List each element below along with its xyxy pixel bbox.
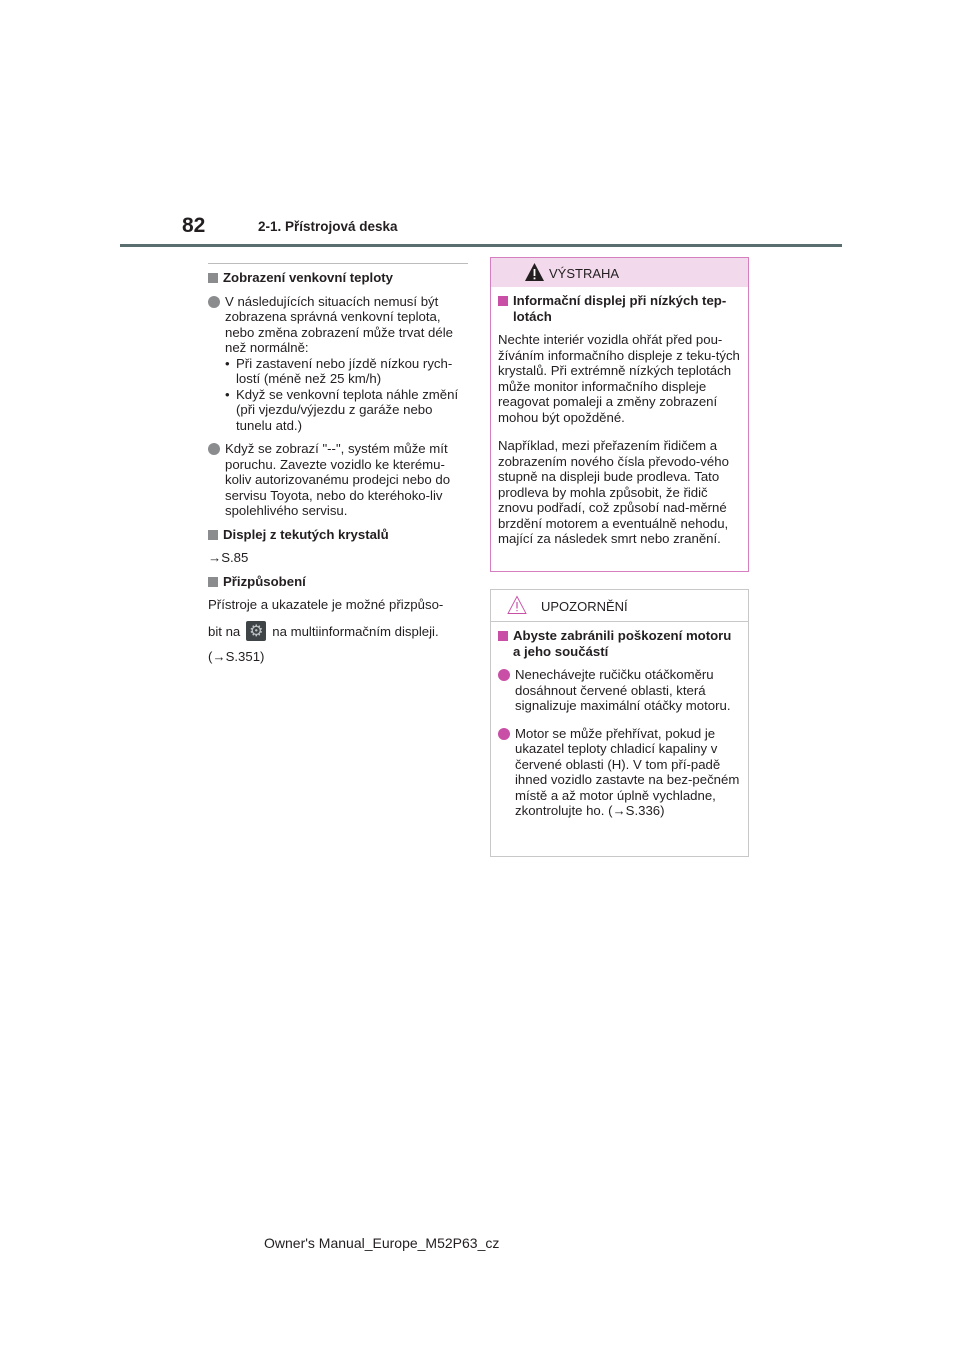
warning-box — [490, 257, 749, 572]
warning-paragraph: Například, mezi přeřazením řidičem a zobrazením nového čísla převodo-vého stupně na displeji bude prodleva. Tato prodleva by mohla způsobit, že řidič znovu podřadí, což způsobí nad-měrné brzdění motorem a eventuálně nehodu, mající za následek smrt nebo zranění. — [498, 438, 729, 546]
customization-line-2 — [208, 621, 468, 641]
page-reference: (→S.351) — [208, 648, 265, 664]
caution-title: UPOZORNĚNÍ — [541, 599, 628, 614]
list-item — [208, 294, 468, 434]
customization-line-1: Přístroje a ukazatele je možné přizpůso- — [208, 597, 444, 612]
sub-list — [225, 356, 468, 434]
caution-body — [491, 622, 748, 819]
page-reference: →S.85 — [208, 550, 249, 565]
caution-icon — [507, 595, 527, 615]
text-after-icon: na multiinformačním displeji. — [272, 623, 439, 639]
list-item: Motor se může přehřívat, pokud je ukazatel teploty chladicí kapaliny v červené oblasti (H). V tom pří-padě ihned vozidlo zastavte na bez-pečném místě a až motor úplně vychladne, zkontrolujte ho. (→S.336) — [498, 726, 741, 819]
heading-customization: Přizpůsobení — [208, 574, 468, 590]
warning-paragraph: Nechte interiér vozidla ohřát před pou-žíváním informačního displeje z teku-tých krystalů. Při extrémně nízkých teplotách může monitor informačního displeje reagovat pomaleji a změny zobrazení mohou být opožděné. — [498, 332, 740, 425]
caution-heading: Abyste zabránili poškození motoru a jeho součástí — [498, 628, 741, 659]
list-item: Nenechávejte ručičku otáčkoměru dosáhnout červené oblasti, která signalizuje maximální otáčky motoru. — [498, 667, 741, 714]
customization-text — [208, 597, 468, 641]
caution-box — [490, 589, 749, 857]
warning-body — [491, 287, 748, 547]
warning-header — [491, 258, 748, 287]
section-title: 2-1. Přístrojová deska — [258, 219, 398, 234]
divider — [208, 263, 468, 264]
page-number: 82 — [182, 214, 206, 237]
list-item: Když se zobrazí "--", systém může mít poruchu. Zavezte vozidlo ke kterému-koliv autorizovanému prodejci nebo do servisu Toyota, nebo do kteréhoko-liv spolehlivého servisu. — [208, 441, 468, 519]
heading-lcd: Displej z tekutých krystalů — [208, 527, 468, 543]
header-rule — [120, 244, 842, 247]
list-item-text: V následujících situacích nemusí být zobrazena správná venkovní teplota, nebo změna zobrazení může trvat déle než normálně: — [225, 293, 453, 355]
text-before-icon: bit na — [208, 623, 241, 639]
sub-list-item: • Při zastavení nebo jízdě nízkou rych-lostí (méně než 25 km/h) — [225, 356, 468, 387]
warning-icon — [524, 262, 545, 282]
footer-text: Owner's Manual_Europe_M52P63_cz — [264, 1235, 500, 1251]
left-column — [208, 263, 468, 672]
caution-header — [491, 590, 748, 622]
heading-outside-temperature: Zobrazení venkovní teploty — [208, 270, 468, 286]
gear-icon — [246, 621, 266, 641]
warning-heading: Informační displej při nízkých tep-lotách — [498, 293, 741, 324]
warning-title: VÝSTRAHA — [549, 266, 620, 281]
sub-list-item: • Když se venkovní teplota náhle změní (při vjezdu/výjezdu z garáže nebo tunelu atd.) — [225, 387, 468, 434]
